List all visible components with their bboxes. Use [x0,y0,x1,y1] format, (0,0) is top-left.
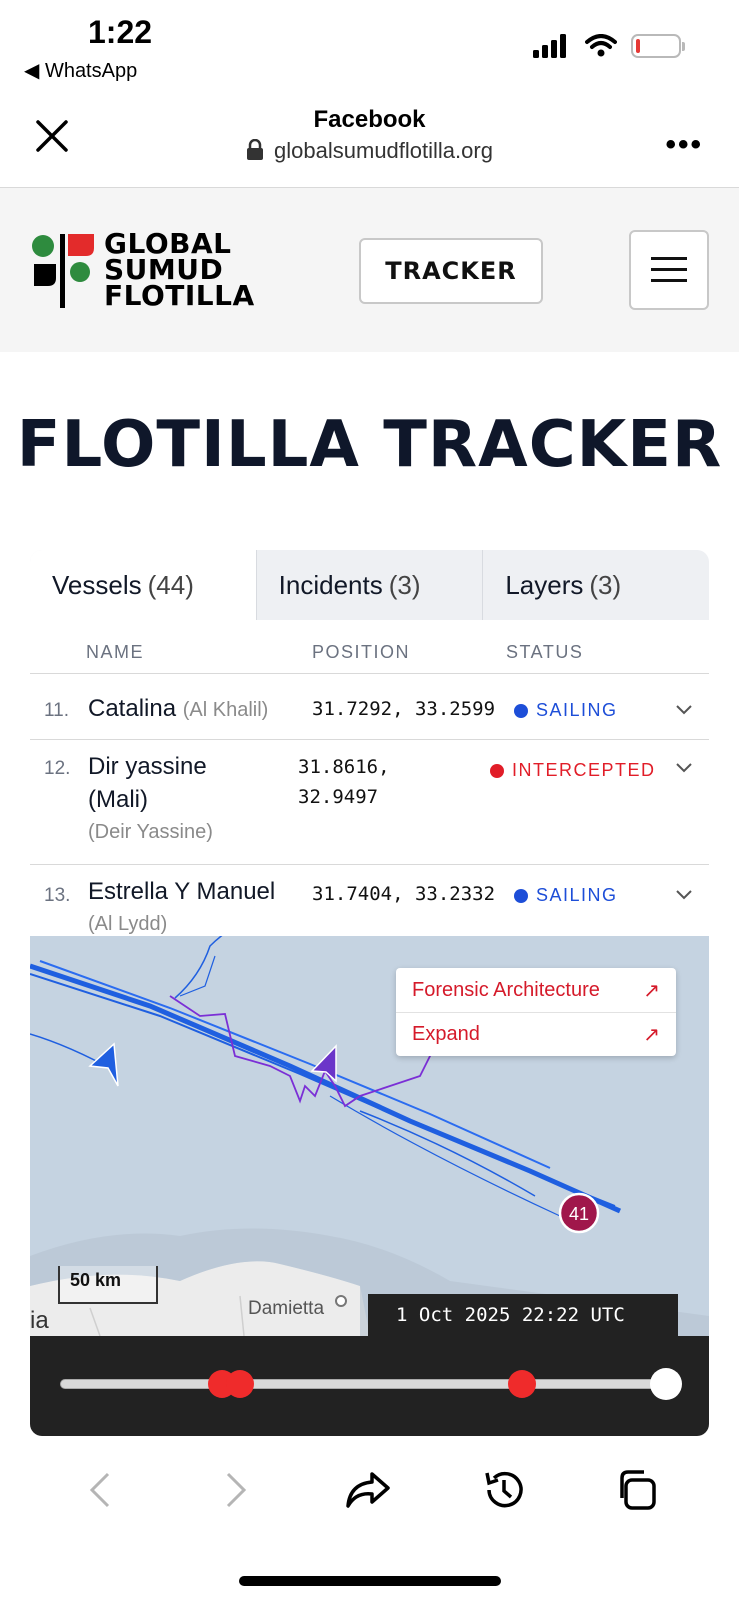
vessel-marker-icon [90,1044,118,1086]
city-marker [336,1296,346,1306]
vessel-name-text: (Mali) [88,786,148,813]
city-label: Damietta [248,1298,325,1319]
chevron-down-icon[interactable] [675,762,693,774]
url-text: globalsumudflotilla.org [274,138,493,163]
map-timestamp: 1 Oct 2025 22:22 UTC [368,1294,678,1336]
global-sumud-flotilla-logo[interactable] [30,227,255,312]
hamburger-icon [651,255,687,285]
external-link-icon: ↗ [643,1024,660,1046]
in-app-browser-header [0,92,739,188]
battery-icon [631,34,681,58]
tab-label: Incidents [278,569,383,600]
wifi-icon [585,34,617,58]
lock-icon [246,139,264,161]
chevron-down-icon[interactable] [675,704,693,716]
more-options-icon[interactable]: ••• [665,128,703,161]
browser-title: Facebook [313,106,426,133]
column-header-status: STATUS [506,642,584,662]
status-badge [514,700,618,721]
timeline-event-marker[interactable] [226,1370,254,1398]
battery-level [636,39,640,53]
vessel-position: 31.7404, 33.2332 [312,883,496,905]
browser-url[interactable] [0,138,739,164]
cellular-signal-icon [533,34,571,58]
tab-incidents[interactable] [257,550,484,620]
vessel-name [88,875,275,941]
row-number: 12. [44,758,71,779]
tab-count: (3) [388,569,421,600]
back-to-app-link[interactable]: ◀ WhatsApp [24,60,138,82]
tab-count: (3) [589,569,622,600]
vessel-track [180,956,215,996]
status-dot [514,704,528,718]
logo-mark-icon [30,230,96,310]
status-text: INTERCEPTED [512,760,656,780]
tab-count: (44) [147,569,194,600]
back-icon[interactable] [70,1460,130,1520]
row-number: 11. [44,700,70,721]
vessel-name-text: Dir yassine [88,753,207,780]
popup-link-label: Forensic Architecture [412,978,600,1001]
tabs-icon[interactable] [606,1460,666,1520]
status-text: SAILING [536,885,618,905]
vessel-name [88,750,213,849]
timeline-handle[interactable] [650,1368,682,1400]
table-row[interactable] [30,865,709,936]
vessel-track [175,936,235,998]
menu-button[interactable] [629,230,709,310]
tab-vessels[interactable] [30,550,257,620]
tracker-button[interactable]: TRACKER [359,238,543,304]
page-title: FLOTILLA TRACKER [16,408,723,482]
position-line: 32.9497 [298,786,379,808]
status-time: 1:22 [88,14,153,50]
logo-line: SUMUD [104,253,224,286]
map-edge-label: ia [30,1307,49,1334]
vessel-position: 31.7292, 33.2599 [312,698,496,720]
tab-label: Vessels [52,569,142,600]
timeline-track[interactable] [60,1379,660,1389]
column-header-name: NAME [86,642,145,662]
vessel-name-text: Estrella Y Manuel [88,878,276,905]
tracker-tabs [30,550,709,620]
vessel-table-header [30,630,709,674]
vessel-position [298,752,390,812]
share-icon[interactable] [338,1460,398,1520]
history-icon[interactable] [474,1460,534,1520]
column-header-position: POSITION [312,642,411,662]
status-text: SAILING [536,700,618,720]
map-scale-bar: 50 km [58,1266,158,1304]
vessel-alias: (Al Khalil) [182,699,269,721]
row-number: 13. [44,885,71,906]
logo-line: FLOTILLA [104,279,255,312]
forensic-architecture-link[interactable] [396,968,676,1012]
timeline-event-marker[interactable] [508,1370,536,1398]
position-line: 31.8616, [298,756,390,778]
table-row[interactable] [30,680,709,740]
status-dot [514,889,528,903]
chevron-down-icon[interactable] [675,889,693,901]
status-dot [490,764,504,778]
vessel-alias: (Deir Yassine) [88,821,213,843]
status-bar [0,0,739,92]
system-icons [533,34,681,58]
tracker-map[interactable] [30,936,709,1336]
logo-line: GLOBAL [104,227,232,260]
vessel-name [88,692,268,727]
browser-toolbar [0,1460,739,1540]
site-header [0,188,739,352]
vessel-name-text: Catalina [88,695,177,722]
expand-map-link[interactable] [396,1012,676,1056]
vessel-track-bundle [360,1111,535,1196]
tab-label: Layers [505,569,584,600]
status-badge [490,760,656,781]
popup-link-label: Expand [412,1023,480,1045]
status-badge [514,885,618,906]
map-links-popup [396,968,676,1056]
home-indicator [239,1576,501,1586]
forward-icon[interactable] [206,1460,266,1520]
vessel-alias: (Al Lydd) [88,913,168,935]
table-row[interactable] [30,740,709,865]
cluster-count: 41 [568,1204,590,1224]
timeline-slider[interactable] [30,1336,709,1436]
tab-layers[interactable] [483,550,709,620]
logo-text [104,227,255,312]
external-link-icon: ↗ [643,979,660,1002]
